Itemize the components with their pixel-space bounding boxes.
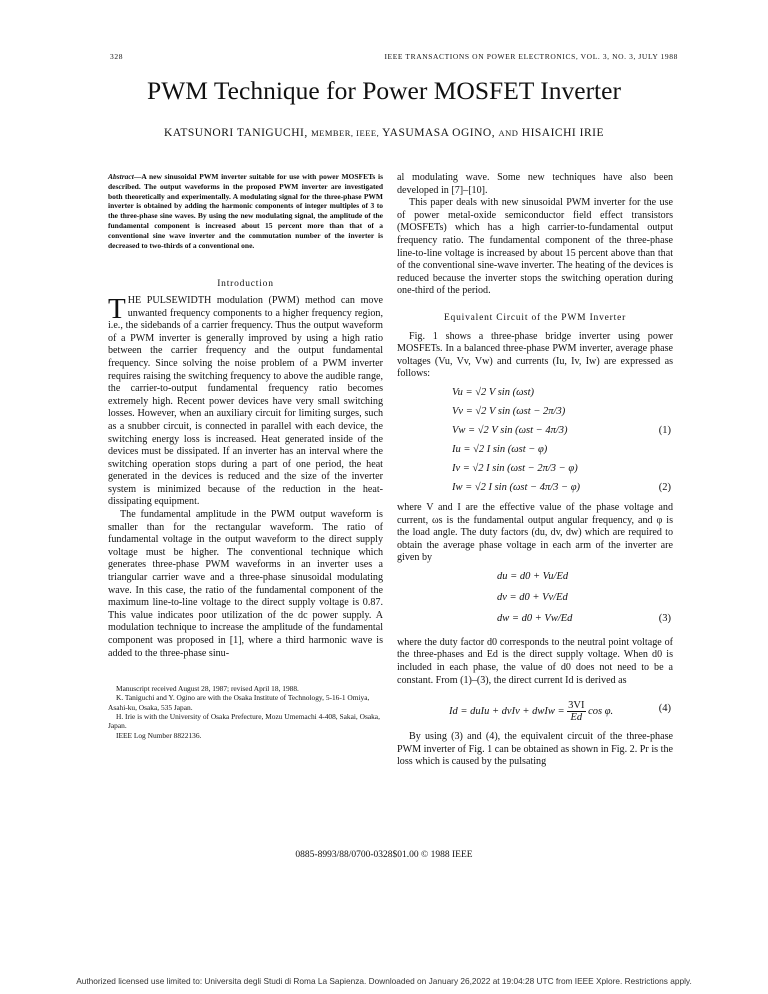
author-conjunction: AND [498, 128, 519, 138]
equation-dv: dv = d0 + Vv/Ed [497, 591, 568, 603]
page-number: 328 [110, 52, 124, 61]
abstract-label: Abstract [108, 172, 134, 181]
left-column [108, 172, 383, 740]
footnotes [108, 684, 383, 740]
author-1: KATSUNORI TANIGUCHI, [164, 127, 308, 139]
intro-paragraph-2: The fundamental amplitude in the PWM output waveform is smaller than for the rectangular waveform. The ratio of fundamental voltage in the output waveform to the direct supply voltage must be higher. The conventional technique which generates three-phase PWM waveforms in an inverter uses a triangular carrier wave and a three-phase sinusoidal modulating wave. In this case, the ratio of the fundamental component of the maximum line-to-line voltage to the direct supply voltage is 0.87. This value indicates poor utilization of the dc power supply. A modulation technique to increase the amplitude of the fundamental component was proposed in [1], where a third harmonic wave is added to the three-phase sinu- [108, 509, 383, 659]
footnote-log-number: IEEE Log Number 8822136. [116, 730, 202, 740]
equation-id-lhs: Id = duIu + dvIv + dwIw = [449, 706, 565, 718]
footnote-received: Manuscript received August 28, 1987; revised April 18, 1988. [116, 684, 299, 694]
equation-number-2: (2) [658, 481, 671, 493]
section2-paragraph-2: where V and I are the effective value of the phase voltage and current, ωs is the fundamental output angular frequency, and φ is the load angle. The duty factors (du, dv, dw) which are required to obtain the average phase voltage in each arm of the inverter are given by [397, 501, 673, 564]
equation-id-numerator: 3VI [568, 700, 585, 712]
equation-number-4: (4) [658, 703, 671, 715]
author-1-membership: MEMBER, IEEE, [311, 128, 380, 138]
equation-iw: Iw = √2 I sin (ωst − 4π/3 − φ) [452, 481, 581, 493]
intro-paragraph-1-text: HE PULSEWIDTH modulation (PWM) method can move unwanted frequency components to a higher frequency region, i.e., the sidebands of a carrier frequency. Thus the output waveform of a PWM inverter is generally improved by using a high ratio between the carrier frequency and the output fundamental frequency. Since solving the noise problem of a PWM inverter requires raising the switching frequency to above the audible range, the carrier-to-output fundamental frequency ratio becomes extremely high. Recent power devices have very small switching losses. However, when an auxiliary circuit for limiting surges, such as a snubber circuit, is connected in parallel with each device, the switching energy loss is increased. Heat generated inside of the devices must be dissipated. If an inverter has an interval where the switching operation stops during a part of one period, the heat generated in the devices is reduced and the size of the inverter system is minimized because of the reduction in the heat-dissipating equipment. [108, 294, 383, 508]
author-list [0, 127, 768, 139]
author-2: YASUMASA OGINO, [382, 127, 496, 139]
intro-paragraph-3: This paper deals with new sinusoidal PWM inverter for the use of power metal-oxide semiconductor field effect transistors (MOSFETs) which has a high carrier-to-fundamental output frequency ratio. The fundamental component of the three-phase line-to-line voltage is increased by about 15 percent above than that of the conventional sine-wave inverter. The heating of the devices is reduced because the inverter stops the switching operation during one-third of the period. [397, 197, 673, 297]
footnote-affiliation-1: K. Taniguchi and Y. Ogino are with the Osaka Institute of Technology, 5-16-1 Omiya, Asahi-ku, Osaka, 535 Japan. [108, 693, 370, 712]
section2-paragraph-3: where the duty factor d0 corresponds to the neutral point voltage of the three-phases and Ed is the direct supply voltage. When d0 is included in each phase, the value of d0 does not need to be a constant. From (1)–(3), the direct current Id is derived as [397, 636, 673, 686]
right-column [397, 172, 673, 769]
equation-number-3: (3) [658, 612, 671, 624]
section-heading-equivalent-circuit: Equivalent Circuit of the PWM Inverter [443, 312, 627, 323]
intro-paragraph-1 [108, 292, 383, 509]
equation-id-tail: cos φ. [588, 706, 614, 718]
author-3: HISAICHI IRIE [521, 127, 604, 139]
equation-block-4 [397, 693, 673, 727]
footnote-affiliation-2: H. Irie is with the University of Osaka Prefecture, Mozu Umemachi 4-408, Sakai, Osaka, Japan. [108, 712, 380, 731]
equation-vw: Vw = √2 V sin (ωst − 4π/3) [452, 424, 568, 436]
equation-vv: Vv = √2 V sin (ωst − 2π/3) [452, 405, 566, 417]
equation-iv: Iv = √2 I sin (ωst − 2π/3 − φ) [452, 462, 578, 474]
equation-block-3 [397, 571, 673, 633]
section-heading-introduction: Introduction [217, 279, 274, 290]
section2-paragraph-1: Fig. 1 shows a three-phase bridge inverter using power MOSFETs. In a balanced three-phase PWM inverter, average phase voltages (Vu, Vv, Vw) and currents (Iu, Iv, Iw) are expressed as follows: [397, 330, 673, 380]
intro-continuation: al modulating wave. Some new techniques have also been developed in [7]–[10]. [397, 172, 673, 196]
section2-paragraph-4: By using (3) and (4), the equivalent circuit of the three-phase PWM inverter of Fig. 1 can be obtained as shown in Fig. 2. Pr is the loss which is caused by the pulsating [397, 731, 673, 768]
license-notice: Authorized licensed use limited to: Universita degli Studi di Roma La Sapienza. Downloaded on January 26,2022 at 19:04:28 UTC from IEEE Xplore. Restrictions apply. [76, 976, 692, 986]
equation-vu: Vu = √2 V sin (ωst) [452, 386, 534, 398]
abstract-text: —A new sinusoidal PWM inverter suitable for use with power MOSFETs is described. The output waveforms in the proposed PWM inverter are investigated both theoretically and experimentally. A modulating signal for the three-phase PWM inverter is obtained by adding the harmonic components of integer multiples of 3 to the three-phase sine waves. By using the new modulating signal, the amplitude of the fundamental component is increased about 15 percent more than that of a conventional sine wave inverter and the commutation number of the inverter is decreased to two-thirds of a conventional one. [108, 172, 383, 250]
equation-id [449, 700, 613, 723]
equation-id-denominator: Ed [570, 712, 583, 724]
equation-block-1-2 [397, 385, 673, 500]
journal-name: IEEE TRANSACTIONS ON POWER ELECTRONICS, VOL. 3, NO. 3, JULY 1988 [384, 52, 678, 61]
equation-number-1: (1) [658, 424, 671, 436]
drop-cap: T [108, 292, 126, 325]
abstract [108, 172, 383, 250]
paper-title: PWM Technique for Power MOSFET Inverter [147, 76, 621, 105]
equation-iu: Iu = √2 I sin (ωst − φ) [452, 443, 548, 455]
copyright-line: 0885-8993/88/0700-0328$01.00 © 1988 IEEE [295, 850, 473, 860]
equation-du: du = d0 + Vu/Ed [497, 570, 569, 582]
equation-id-fraction [567, 700, 585, 723]
equation-dw: dw = d0 + Vw/Ed [497, 612, 573, 624]
